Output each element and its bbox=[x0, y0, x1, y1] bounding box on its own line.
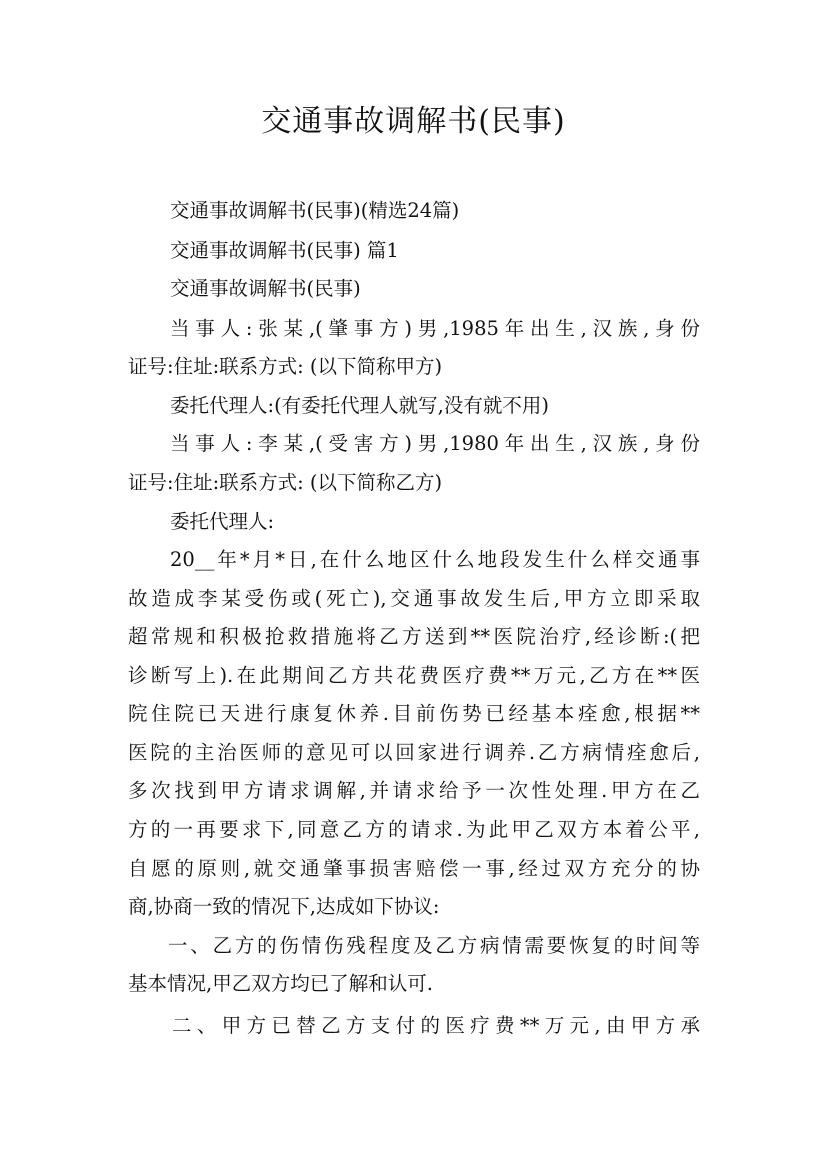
text-line-body: 自愿的原则,就交通肇事损害赔偿一事,经过双方充分的协 bbox=[128, 857, 700, 880]
text-line-body: 医院的主治医师的意见可以回家进行调养.乙方病情痊愈后, bbox=[128, 741, 700, 764]
text-line-body: 多次找到甲方请求调解,并请求给予一次性处理.甲方在乙 bbox=[128, 779, 700, 802]
text-line-party-b-cont: 证号:住址:联系方式: (以下简称乙方) bbox=[128, 471, 443, 494]
text-line-clause-2: 二、甲方已替乙方支付的医疗费**万元,由甲方承 bbox=[172, 1014, 700, 1037]
text-line-clause-1: 一、乙方的伤情伤残程度及乙方病情需要恢复的时间等 bbox=[168, 934, 700, 957]
text-line-body: 方的一再要求下,同意乙方的请求.为此甲乙双方本着公平, bbox=[128, 818, 700, 841]
text-line-body: 20__年*月*日,在什么地区什么地段发生什么样交通事 bbox=[170, 548, 700, 571]
text-line-heading: 交通事故调解书(民事) bbox=[170, 277, 361, 300]
text-line-section-heading: 交通事故调解书(民事) 篇1 bbox=[170, 239, 399, 262]
document-title: 交通事故调解书(民事) bbox=[261, 104, 566, 139]
text-line-subtitle: 交通事故调解书(民事)(精选24篇) bbox=[170, 199, 460, 222]
text-line-party-b: 当事人:李某,(受害方)男,1980年出生,汉族,身份 bbox=[170, 432, 700, 455]
text-line-party-a: 当事人:张某,(肇事方)男,1985年出生,汉族,身份 bbox=[170, 317, 700, 340]
text-line-body: 超常规和积极抢救措施将乙方送到**医院治疗,经诊断:(把 bbox=[128, 625, 700, 648]
text-line-clause-1-cont: 基本情况,甲乙双方均已了解和认可. bbox=[128, 972, 433, 995]
text-line-party-a-cont: 证号:住址:联系方式: (以下简称甲方) bbox=[128, 355, 443, 378]
text-line-agent-a: 委托代理人:(有委托代理人就写,没有就不用) bbox=[170, 394, 549, 417]
text-line-body: 故造成李某受伤或(死亡),交通事故发生后,甲方立即采取 bbox=[128, 587, 700, 610]
text-line-body: 诊断写上).在此期间乙方共花费医疗费**万元,乙方在**医 bbox=[128, 664, 700, 687]
text-line-body: 院住院已天进行康复休养.目前伤势已经基本痊愈,根据** bbox=[128, 702, 700, 725]
text-line-body: 商,协商一致的情况下,达成如下协议: bbox=[128, 895, 440, 918]
text-line-agent-b: 委托代理人: bbox=[170, 510, 275, 533]
